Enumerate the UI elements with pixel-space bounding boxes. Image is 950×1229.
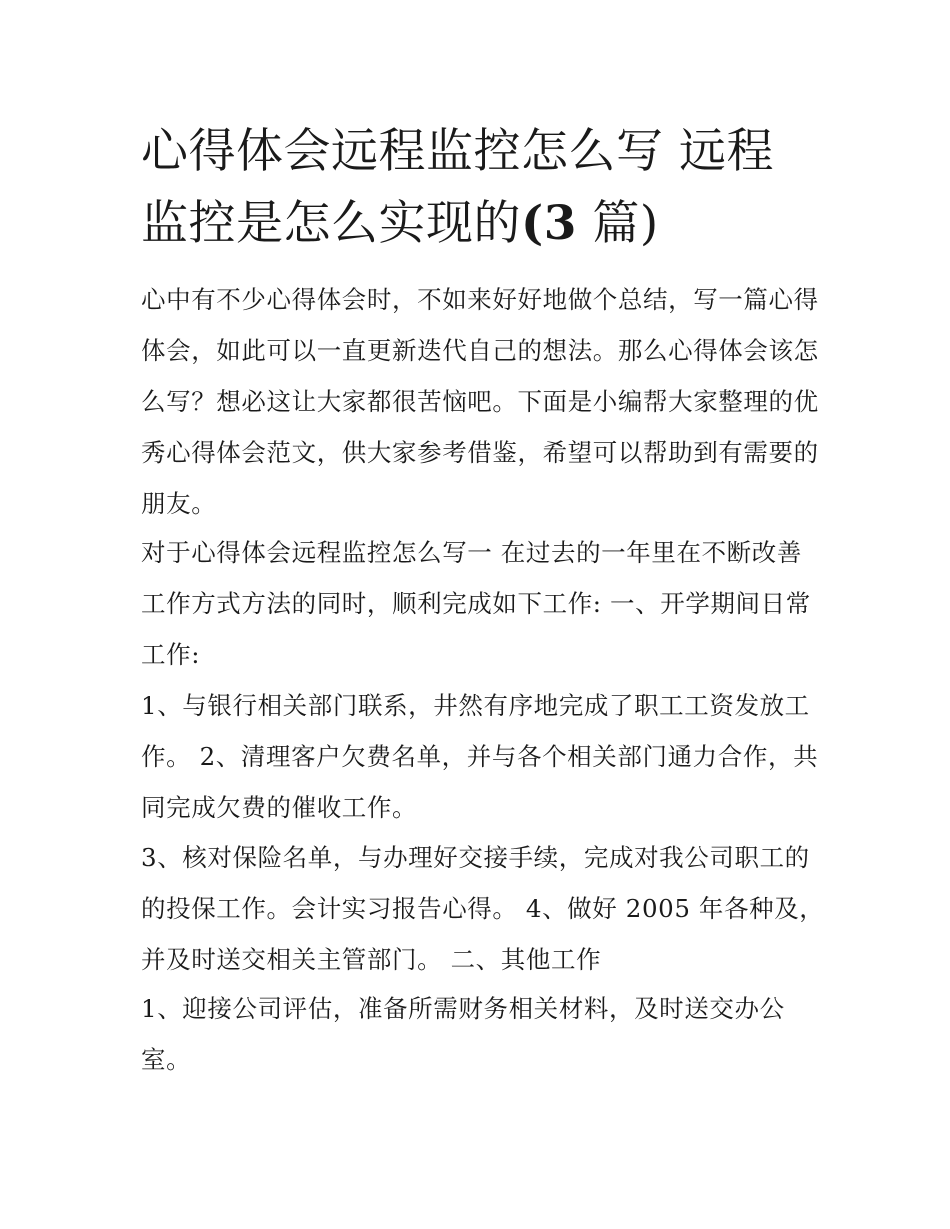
item-3-paragraph <box>141 832 825 985</box>
section-line: 工作方式方法的同时，顺利完成如下工作: 一、开学期间日常 <box>141 589 811 618</box>
section-paragraph <box>141 527 821 680</box>
title-line-2-suffix: 篇) <box>576 196 659 251</box>
title-line-2-text: 监控是怎么实现的 <box>141 196 521 251</box>
item-line: 并及时送交相关主管部门。 二、其他工作 <box>141 945 602 974</box>
intro-line: 么写？想必这让大家都很苦恼吧。下面是小编帮大家整理的优 <box>141 387 819 416</box>
item-line: 同完成欠费的催收工作。 <box>141 793 418 822</box>
title-line-2 <box>141 188 831 260</box>
section-line: 对于心得体会远程监控怎么写一 在过去的一年里在不断改善 <box>141 538 802 567</box>
item-line: 1、与银行相关部门联系，井然有序地完成了职工工资发放工 <box>141 691 810 720</box>
intro-line: 心中有不少心得体会时，不如来好好地做个总结，写一篇心得 <box>141 285 819 314</box>
item-line: 3、核对保险名单，与办理好交接手续，完成对我公司职工的 <box>141 843 810 872</box>
item-line: 作。 2、清理客户欠费名单，并与各个相关部门通力合作，共 <box>141 742 819 771</box>
intro-paragraph <box>141 274 821 529</box>
title-line-1: 心得体会远程监控怎么写 远程 <box>141 124 774 179</box>
document-title <box>141 116 831 260</box>
other-line: 1、迎接公司评估，准备所需财务相关材料，及时送交办公 <box>141 994 785 1023</box>
item-line: 的投保工作。会计实习报告心得。 4、做好 2005 年各种及， <box>141 894 825 923</box>
other-line: 室。 <box>141 1045 192 1074</box>
intro-line: 秀心得体会范文，供大家参考借鉴，希望可以帮助到有需要的 <box>141 438 819 467</box>
intro-line: 体会，如此可以一直更新迭代自己的想法。那么心得体会该怎 <box>141 336 819 365</box>
title-count: (3 <box>521 196 577 251</box>
other-work-paragraph <box>141 983 821 1085</box>
item-1-paragraph <box>141 680 821 833</box>
intro-line: 朋友。 <box>141 489 217 518</box>
section-line: 工作: <box>141 640 201 669</box>
